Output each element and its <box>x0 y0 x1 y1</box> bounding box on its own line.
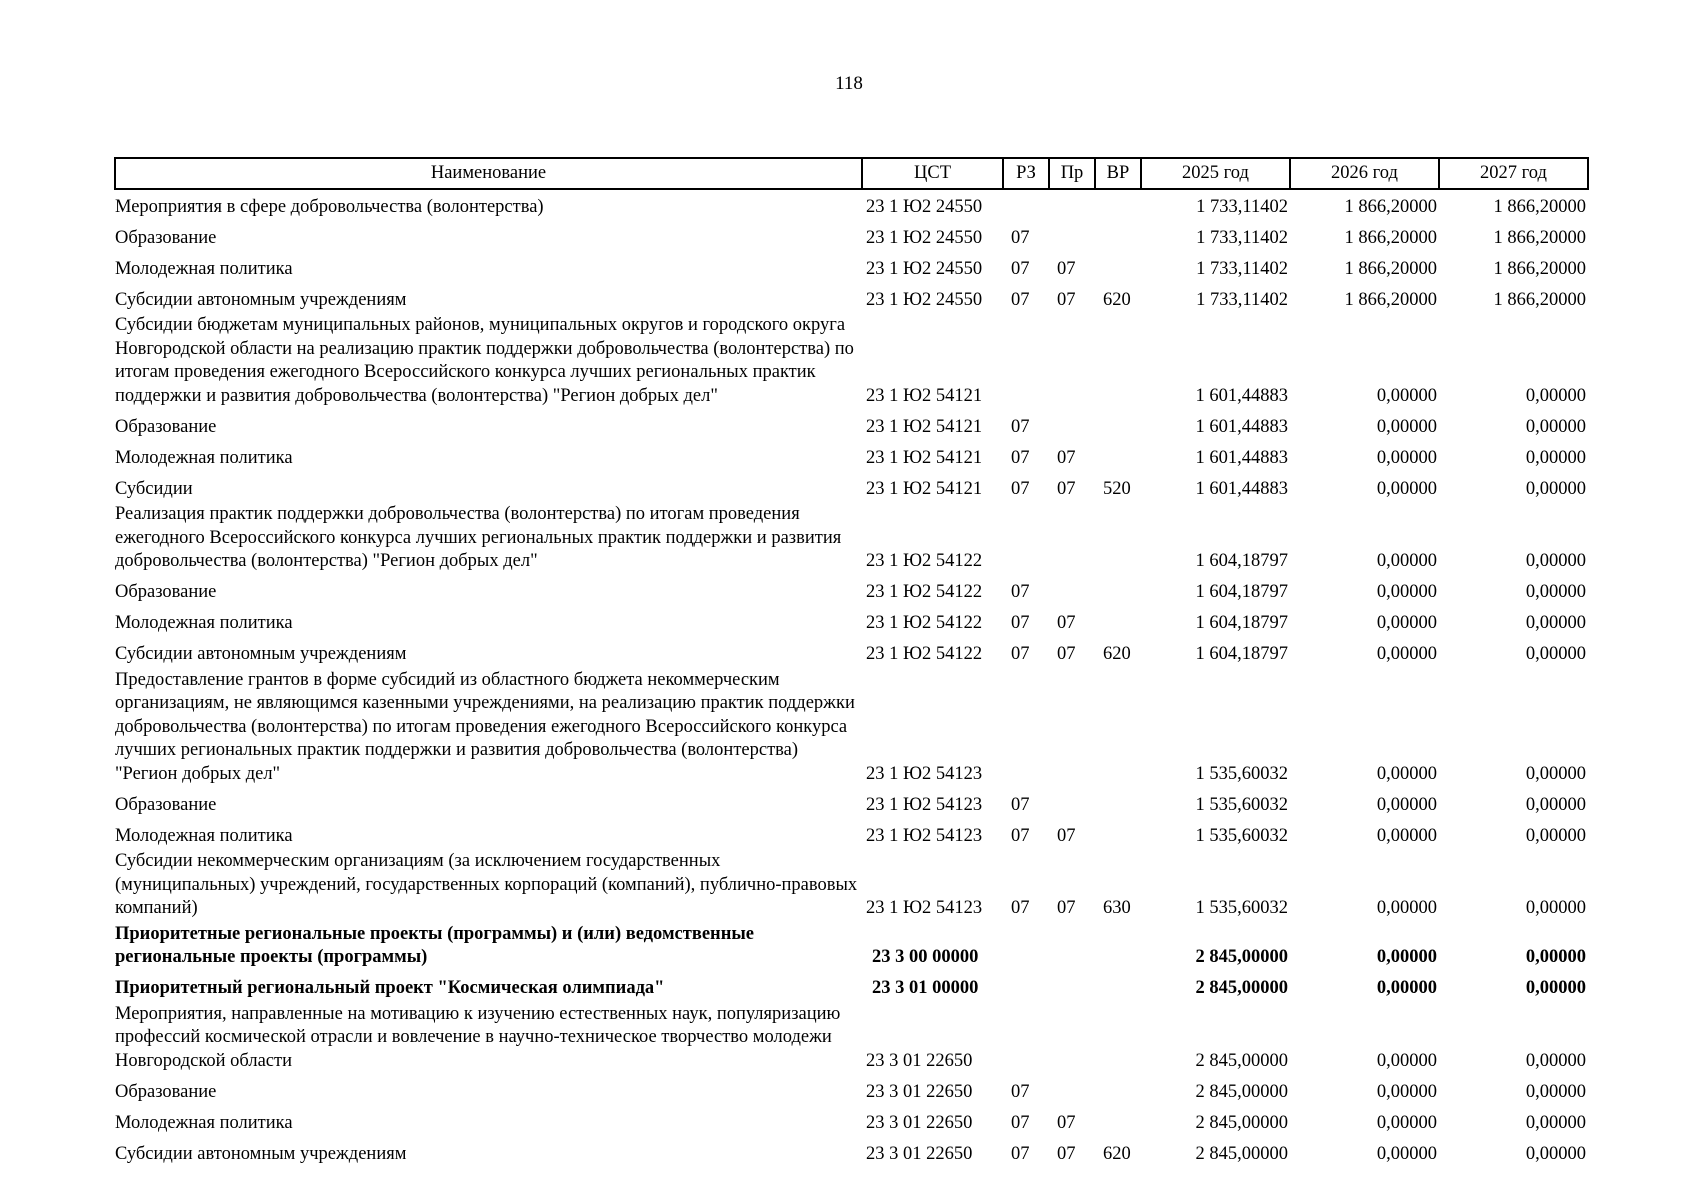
row-pr: 07 <box>1057 825 1076 846</box>
row-2025: 2 845,00000 <box>1195 1143 1288 1164</box>
row-vr <box>1095 1075 1141 1106</box>
row-rz <box>1003 189 1049 221</box>
row-name: Мероприятия в сфере добровольчества (волонтерства) <box>115 196 544 217</box>
row-cst: 23 1 Ю2 54121 <box>866 385 983 406</box>
row-2025: 1 535,60032 <box>1195 763 1288 784</box>
row-2027: 1 866,20000 <box>1493 258 1586 279</box>
row-2026: 0,00000 <box>1376 551 1437 571</box>
row-2026: 1 866,20000 <box>1344 289 1437 310</box>
row-rz: 07 <box>1011 1112 1030 1133</box>
row-2027: 0,00000 <box>1525 825 1586 846</box>
row-2025: 1 601,44883 <box>1195 478 1288 499</box>
row-pr <box>1049 923 1095 972</box>
row-cst: 23 1 Ю2 24550 <box>866 258 983 279</box>
row-2026: 1 866,20000 <box>1344 258 1437 279</box>
row-rz: 07 <box>1011 227 1030 248</box>
row-cst: 23 3 01 22650 <box>866 1081 973 1102</box>
row-cst: 23 1 Ю2 54121 <box>866 416 983 437</box>
row-name: Реализация практик поддержки добровольчества (волонтерства) по итогам проведения ежегодного Всероссийского конкурса лучших региональных практик поддержки и развития добровольчества (волонтерства) "Регион добрых дел" <box>115 504 842 571</box>
row-vr <box>1095 607 1141 638</box>
row-pr <box>1049 788 1095 819</box>
table-row <box>115 1003 1588 1076</box>
row-vr <box>1095 314 1141 410</box>
row-2027: 0,00000 <box>1525 551 1586 571</box>
header-2026: 2026 год <box>1290 158 1439 189</box>
row-vr <box>1095 503 1141 576</box>
row-2026: 1 866,20000 <box>1344 196 1437 217</box>
row-rz <box>1003 669 1049 789</box>
row-vr <box>1095 1106 1141 1137</box>
row-2027: 0,00000 <box>1525 1081 1586 1102</box>
row-2026: 0,00000 <box>1376 1112 1437 1133</box>
row-rz: 07 <box>1011 644 1030 664</box>
table-row <box>115 607 1588 638</box>
header-name: Наименование <box>115 158 862 189</box>
table-row <box>115 669 1588 789</box>
row-2027: 0,00000 <box>1525 978 1586 998</box>
row-cst: 23 1 Ю2 24550 <box>866 289 983 310</box>
row-2025: 1 604,18797 <box>1195 613 1288 633</box>
table-row <box>115 923 1588 972</box>
row-name: Субсидии бюджетам муниципальных районов, муниципальных округов и городского округа Новгородской области на реализацию практик поддержки добровольчества (волонтерства) по итогам проведения ежегодного Всероссийского конкурса лучших региональных практик поддержки и развития добровольчества (волонтерства) "Регион добрых дел" <box>115 315 854 406</box>
row-vr <box>1095 788 1141 819</box>
row-2027: 0,00000 <box>1525 794 1586 815</box>
row-2026: 0,00000 <box>1376 978 1437 998</box>
row-rz: 07 <box>1011 898 1030 918</box>
table-row <box>115 410 1588 441</box>
row-vr <box>1095 923 1141 972</box>
table-row <box>115 1075 1588 1106</box>
row-cst: 23 1 Ю2 54123 <box>866 898 983 918</box>
row-2025: 2 845,00000 <box>1195 978 1288 998</box>
row-cst: 23 1 Ю2 24550 <box>866 227 983 248</box>
row-2027: 0,00000 <box>1525 478 1586 499</box>
budget-table <box>114 157 1589 1168</box>
row-2026: 0,00000 <box>1376 763 1437 784</box>
row-pr: 07 <box>1057 478 1076 499</box>
row-2026: 0,00000 <box>1376 1050 1437 1071</box>
row-2025: 1 601,44883 <box>1195 416 1288 437</box>
row-vr: 620 <box>1103 644 1131 664</box>
table-row <box>115 283 1588 314</box>
header-rz: РЗ <box>1003 158 1049 189</box>
table-row <box>115 503 1588 576</box>
row-rz: 07 <box>1011 447 1030 468</box>
table-row <box>115 1137 1588 1168</box>
row-name: Субсидии некоммерческим организациям (за исключением государственных (муниципальных) учреждений, государственных корпораций (компаний), публично-правовых компаний) <box>115 851 858 918</box>
row-2025: 2 845,00000 <box>1195 1081 1288 1102</box>
table-row <box>115 441 1588 472</box>
row-vr <box>1095 221 1141 252</box>
row-vr <box>1095 1003 1141 1076</box>
page-number: 118 <box>835 73 863 94</box>
row-name: Мероприятия, направленные на мотивацию к изучению естественных наук, популяризацию профессий космической отрасли и вовлечение в научно-техническое творчество молодежи Новгородской области <box>115 1003 841 1071</box>
row-2026: 0,00000 <box>1376 385 1437 406</box>
row-pr: 07 <box>1057 289 1076 310</box>
row-2026: 0,00000 <box>1376 898 1437 918</box>
row-vr <box>1095 410 1141 441</box>
row-cst: 23 3 01 22650 <box>866 1143 973 1164</box>
row-2025: 1 604,18797 <box>1195 551 1288 571</box>
header-vr: ВР <box>1095 158 1141 189</box>
row-2027: 0,00000 <box>1525 1050 1586 1071</box>
row-name: Субсидии автономным учреждениям <box>115 644 407 664</box>
row-2025: 1 604,18797 <box>1195 582 1288 602</box>
table-row <box>115 221 1588 252</box>
row-rz <box>1003 314 1049 410</box>
table-body <box>115 189 1588 1168</box>
row-2027: 1 866,20000 <box>1493 196 1586 217</box>
row-2027: 0,00000 <box>1525 613 1586 633</box>
row-vr <box>1095 669 1141 789</box>
header-2027: 2027 год <box>1439 158 1588 189</box>
row-2026: 0,00000 <box>1376 644 1437 664</box>
row-2025: 1 601,44883 <box>1195 385 1288 406</box>
row-vr <box>1095 819 1141 850</box>
row-name: Приоритетные региональные проекты (программы) и (или) ведомственные региональные проекты (программы) <box>115 923 755 967</box>
row-name: Субсидии автономным учреждениям <box>115 1143 407 1164</box>
row-2026: 1 866,20000 <box>1344 227 1437 248</box>
row-2026: 0,00000 <box>1376 1081 1437 1102</box>
row-2026: 0,00000 <box>1376 478 1437 499</box>
row-cst: 23 1 Ю2 54121 <box>866 447 983 468</box>
row-pr: 07 <box>1057 644 1076 664</box>
row-2027: 1 866,20000 <box>1493 227 1586 248</box>
row-2025: 1 733,11402 <box>1196 258 1288 279</box>
row-cst: 23 1 Ю2 54122 <box>866 644 983 664</box>
row-2025: 1 535,60032 <box>1195 794 1288 815</box>
row-2025: 2 845,00000 <box>1195 1050 1288 1071</box>
row-pr <box>1049 1075 1095 1106</box>
row-2026: 0,00000 <box>1376 825 1437 846</box>
row-rz: 07 <box>1011 613 1030 633</box>
row-cst: 23 1 Ю2 54123 <box>866 763 983 784</box>
row-cst: 23 3 01 22650 <box>866 1050 973 1071</box>
row-pr <box>1049 503 1095 576</box>
row-2025: 1 733,11402 <box>1196 289 1288 310</box>
row-name: Молодежная политика <box>115 1112 293 1133</box>
row-name: Образование <box>115 1081 217 1102</box>
row-name: Образование <box>115 416 217 437</box>
row-rz <box>1003 972 1049 1003</box>
table-row <box>115 252 1588 283</box>
row-name: Молодежная политика <box>115 613 293 633</box>
header-2025: 2025 год <box>1141 158 1290 189</box>
row-rz: 07 <box>1011 825 1030 846</box>
row-vr: 620 <box>1103 289 1131 310</box>
table-row <box>115 314 1588 410</box>
row-2025: 1 733,11402 <box>1196 196 1288 217</box>
row-pr: 07 <box>1057 1112 1076 1133</box>
row-2025: 1 604,18797 <box>1195 644 1288 664</box>
row-cst: 23 1 Ю2 54121 <box>866 478 983 499</box>
row-pr <box>1049 1003 1095 1076</box>
row-name: Субсидии <box>115 478 193 499</box>
row-vr <box>1095 189 1141 221</box>
row-cst: 23 1 Ю2 54122 <box>866 551 983 571</box>
row-2027: 0,00000 <box>1525 1143 1586 1164</box>
row-2025: 2 845,00000 <box>1195 947 1288 967</box>
row-2027: 0,00000 <box>1525 763 1586 784</box>
row-pr <box>1049 221 1095 252</box>
row-2027: 0,00000 <box>1525 947 1586 967</box>
row-2026: 0,00000 <box>1376 416 1437 437</box>
row-2027: 0,00000 <box>1525 385 1586 406</box>
row-name: Приоритетный региональный проект "Космическая олимпиада" <box>115 978 665 998</box>
row-cst: 23 1 Ю2 54122 <box>866 613 983 633</box>
row-rz: 07 <box>1011 258 1030 279</box>
row-cst: 23 3 00 00000 <box>872 947 979 967</box>
row-name: Предоставление грантов в форме субсидий из областного бюджета некоммерческим организациям, не являющимся казенными учреждениями, на реализацию практик поддержки добровольчества (волонтерства) по итогам проведения ежегодного Всероссийского конкурса лучших региональных практик поддержки и развития добровольчества (волонтерства) "Регион добрых дел" <box>115 669 855 784</box>
header-pr: Пр <box>1049 158 1095 189</box>
table-row <box>115 472 1588 503</box>
row-2026: 0,00000 <box>1376 447 1437 468</box>
row-2025: 1 535,60032 <box>1195 898 1288 918</box>
row-2027: 0,00000 <box>1525 1112 1586 1133</box>
row-pr: 07 <box>1057 898 1076 918</box>
row-vr <box>1095 576 1141 607</box>
row-name: Образование <box>115 227 217 248</box>
row-2025: 1 601,44883 <box>1195 447 1288 468</box>
table-row <box>115 189 1588 221</box>
row-2027: 0,00000 <box>1525 447 1586 468</box>
row-vr <box>1095 972 1141 1003</box>
row-2027: 1 866,20000 <box>1493 289 1586 310</box>
row-cst: 23 1 Ю2 54122 <box>866 582 983 602</box>
table-header <box>115 158 1588 189</box>
row-cst: 23 1 Ю2 54123 <box>866 825 983 846</box>
row-pr <box>1049 314 1095 410</box>
row-2026: 0,00000 <box>1376 582 1437 602</box>
table-row <box>115 972 1588 1003</box>
row-rz: 07 <box>1011 416 1030 437</box>
row-name: Образование <box>115 794 217 815</box>
row-2026: 0,00000 <box>1376 947 1437 967</box>
row-2027: 0,00000 <box>1525 416 1586 437</box>
table-row <box>115 819 1588 850</box>
header-row <box>115 158 1588 189</box>
row-pr: 07 <box>1057 613 1076 633</box>
row-2027: 0,00000 <box>1525 644 1586 664</box>
row-pr: 07 <box>1057 258 1076 279</box>
row-2026: 0,00000 <box>1376 1143 1437 1164</box>
header-cst: ЦСТ <box>862 158 1003 189</box>
row-rz: 07 <box>1011 289 1030 310</box>
row-cst: 23 1 Ю2 54123 <box>866 794 983 815</box>
row-pr <box>1049 972 1095 1003</box>
row-pr: 07 <box>1057 1143 1076 1164</box>
row-rz <box>1003 923 1049 972</box>
row-rz: 07 <box>1011 478 1030 499</box>
row-vr: 630 <box>1103 898 1131 918</box>
row-name: Молодежная политика <box>115 258 293 279</box>
row-rz: 07 <box>1011 582 1030 602</box>
row-pr <box>1049 410 1095 441</box>
row-pr: 07 <box>1057 447 1076 468</box>
row-vr: 520 <box>1103 478 1131 499</box>
row-rz: 07 <box>1011 1143 1030 1164</box>
row-vr <box>1095 252 1141 283</box>
row-rz: 07 <box>1011 794 1030 815</box>
row-name: Молодежная политика <box>115 825 293 846</box>
row-2027: 0,00000 <box>1525 582 1586 602</box>
row-cst: 23 1 Ю2 24550 <box>866 196 983 217</box>
row-pr <box>1049 189 1095 221</box>
row-2026: 0,00000 <box>1376 613 1437 633</box>
row-rz <box>1003 503 1049 576</box>
row-name: Образование <box>115 582 217 602</box>
table-row <box>115 638 1588 669</box>
table-row <box>115 850 1588 923</box>
row-2025: 2 845,00000 <box>1195 1112 1288 1133</box>
row-name: Молодежная политика <box>115 447 293 468</box>
table-row <box>115 1106 1588 1137</box>
row-vr: 620 <box>1103 1143 1131 1164</box>
row-rz <box>1003 1003 1049 1076</box>
row-vr <box>1095 441 1141 472</box>
row-pr <box>1049 576 1095 607</box>
row-2027: 0,00000 <box>1525 898 1586 918</box>
row-pr <box>1049 669 1095 789</box>
row-cst: 23 3 01 00000 <box>872 978 979 998</box>
row-2025: 1 535,60032 <box>1195 825 1288 846</box>
table-row <box>115 788 1588 819</box>
row-rz: 07 <box>1011 1081 1030 1102</box>
table-row <box>115 576 1588 607</box>
row-2025: 1 733,11402 <box>1196 227 1288 248</box>
row-name: Субсидии автономным учреждениям <box>115 289 407 310</box>
row-2026: 0,00000 <box>1376 794 1437 815</box>
row-cst: 23 3 01 22650 <box>866 1112 973 1133</box>
